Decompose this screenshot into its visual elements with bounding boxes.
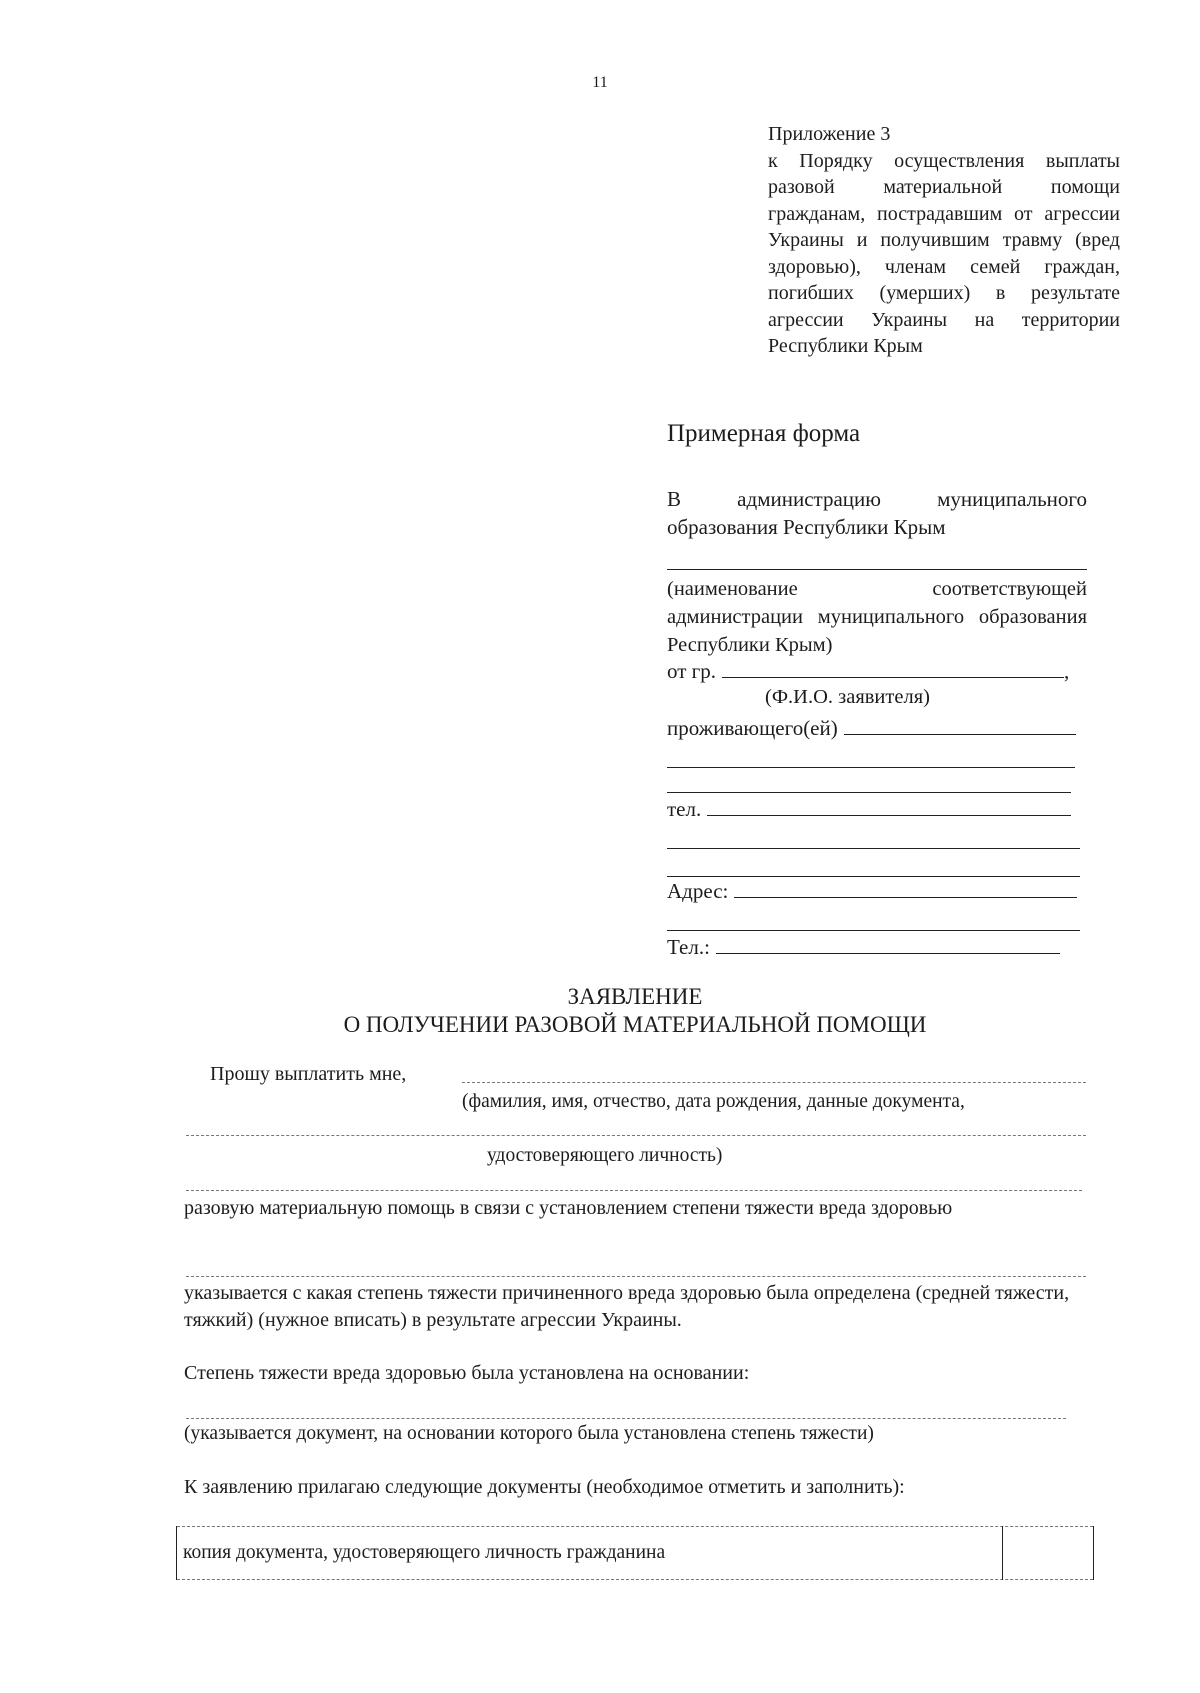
table-top-border — [177, 1526, 1093, 1527]
addressee: В администрацию муниципального образования Республики Крым — [667, 487, 1087, 539]
attachments-intro: К заявлению прилагаю следующие документы (необходимое отметить и заполнить): — [184, 1476, 905, 1498]
reason-text: разовую материальную помощь в связи с установлением степени тяжести вреда здоровью — [184, 1197, 953, 1219]
basis-line[interactable] — [186, 1418, 1066, 1419]
request-line-2[interactable] — [186, 1135, 1086, 1136]
fio-caption: (Ф.И.О. заявителя) — [765, 686, 930, 708]
address-line-2[interactable] — [667, 930, 1080, 931]
request-line-1[interactable] — [462, 1082, 1086, 1083]
request-line-3[interactable] — [186, 1190, 1082, 1191]
document-title-line2: О ПОЛУЧЕНИИ РАЗОВОЙ МАТЕРИАЛЬНОЙ ПОМОЩИ — [343, 1012, 927, 1037]
address-input-line[interactable] — [734, 896, 1077, 898]
document-title-line1: ЗАЯВЛЕНИЕ — [567, 984, 703, 1009]
severity-note: указывается с какая степень тяжести причиненного вреда здоровью была определена (средней тяжести, тяжкий) (нужное вписать) в результате агрессии Украины. — [184, 1282, 1070, 1331]
page-number: 11 — [592, 74, 608, 91]
request-caption-1: (фамилия, имя, отчество, дата рождения, данные документа, — [462, 1091, 965, 1112]
table-cell-divider — [1002, 1526, 1003, 1580]
from-label: от гр. — [667, 659, 717, 683]
attachment-label: копия документа, удостоверяющего личность гражданина — [183, 1542, 666, 1563]
appendix-header — [768, 121, 1120, 360]
phone2-input-line[interactable] — [716, 952, 1060, 954]
address-field — [667, 879, 1077, 904]
request-lead: Прошу выплатить мне, — [210, 1063, 407, 1085]
residing-input-line[interactable] — [844, 733, 1076, 735]
phone-label: тел. — [667, 797, 702, 821]
request-caption-2: удостоверяющего личность) — [487, 1145, 723, 1166]
attachments-table — [176, 1526, 1094, 1580]
from-input-line[interactable] — [722, 676, 1064, 678]
phone2-label: Тел.: — [667, 935, 710, 959]
phone-input-line[interactable] — [707, 814, 1071, 816]
severity-line[interactable] — [186, 1276, 1086, 1277]
phone2-field — [667, 935, 1060, 960]
addressee-caption: (наименование соответствующей администрации муниципального образования Республики Крым) — [667, 578, 1087, 656]
administration-name-line[interactable] — [667, 569, 1087, 570]
residing-field — [667, 716, 1076, 741]
extra-line-1[interactable] — [667, 848, 1080, 849]
form-type-label: Примерная форма — [667, 420, 861, 447]
appendix-title: Приложение 3 — [768, 123, 891, 145]
extra-line-2[interactable] — [667, 876, 1080, 877]
appendix-body: к Порядку осуществления выплаты разовой материальной помощи гражданам, пострадавшим от агрессии Украины и получившим травму (вред здоровью), членам семей граждан, погибших (умерших) в результате агрессии Украины на территории Республики Крым — [768, 149, 1120, 357]
residing-line-2[interactable] — [667, 767, 1075, 768]
attachment-checkbox[interactable] — [1004, 1526, 1090, 1580]
basis-text: Степень тяжести вреда здоровью была установлена на основании: — [184, 1362, 750, 1384]
basis-caption: (указывается документ, на основании которого была установлена степень тяжести) — [184, 1423, 874, 1444]
table-bottom-border — [177, 1579, 1093, 1580]
residing-label: проживающего(ей) — [667, 716, 838, 740]
residing-line-3[interactable] — [667, 792, 1071, 793]
address-label: Адрес: — [667, 879, 729, 903]
from-field: от гр. , — [667, 659, 1070, 683]
phone-field — [667, 797, 1071, 822]
